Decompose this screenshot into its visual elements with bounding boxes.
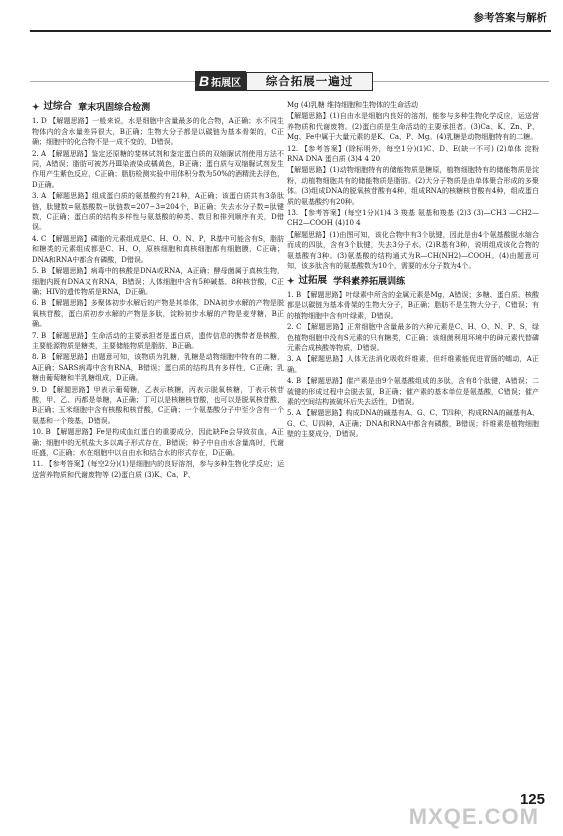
answer-item: 13. 【参考答案】(每空1分)(1)4 3 羧基 氨基和羧基 (2)3 (3)—CH3 —CH2—CH2—COOH (4)10 4 xyxy=(287,209,539,228)
answer-list-right-extension xyxy=(287,290,539,440)
answer-item: 1. B 【解题思路】叶绿素中所含的金属元素是Mg，A错误；多糖、蛋白质、核酸都是以碳链为基本骨架的生物大分子，B正确；脂肪不是生物大分子，C错误；有的植物细胞中含有叶绿素，D错误。 xyxy=(287,290,539,320)
answer-item: 7. B 【解题思路】生命活动的主要承担者是蛋白质，遗传信息的携带者是核酸，主要能源物质是糖类，主要储能物质是脂肪，B正确。 xyxy=(32,331,284,350)
section-heading-comprehensive: ✦ 过综合 章末巩固综合检测 xyxy=(32,101,151,112)
answer-item: 【解题思路】(1)动物细胞特有的储能物质是糖原，植物细胞特有的储能物质是淀粉，动植物细胞共有的储能物质是脂肪。(2)大分子物质是由单体聚合形成的多聚体。(3)组成DNA的脱氧核苷酸有4种，组成RNA的核糖核苷酸有4种，组成蛋白质的氨基酸约有20种。 xyxy=(287,166,539,206)
wing-icon: ✦ xyxy=(287,275,295,286)
answer-item: 11. 【参考答案】(每空2分)(1)是细胞内的良好溶剂，参与多种生物化学反应；运送营养物质和代谢废物等 (2)蛋白质 (3)K、Ca、P、 xyxy=(32,460,284,479)
answer-item: 2. C 【解题思路】正常细胞中含量最多的六种元素是C、H、O、N、P、S，绿色植物细胞中没有S元素的只有糖类，C正确；该细菌利用环境中的砷元素代替磷元素合成核酸等物质，D错误。 xyxy=(287,323,539,352)
answer-item: 6. B 【解题思路】多聚体初步水解后的产物是其单体，DNA初步水解的产物是脱氧核苷酸，蛋白质初步水解的产物是多肽，淀粉初步水解的产物是麦芽糖，B正确。 xyxy=(32,299,284,329)
answer-item: Mg (4)乳糖 维持细胞和生物体的生命活动 xyxy=(287,101,419,109)
running-header: 参考答案与解析 xyxy=(473,12,547,24)
answer-list-right xyxy=(287,100,539,272)
answer-item: 2. A 【解题思路】鉴定还原糖的斐林试剂和鉴定蛋白质的双缩脲试剂使用方法不同，A错误；脂肪可被苏丹Ⅲ染液染成橘黄色，B正确；蛋白质与双缩脲试剂发生作用产生紫色反应，C正确；脂肪检测实验中用体积分数为50%的酒精洗去浮色，D正确。 xyxy=(32,149,284,189)
watermark: MXQE.COM xyxy=(408,804,539,829)
answer-item: 【解题思路】(1)由图可知，该化合物中有3个肽键，因此是由4个氨基酸脱水缩合而成的四肽，含有3个肽键，失去3分子水。(2)R基有3种，说明组成该化合物的氨基酸有3种。(3)氨基酸的结构通式为R—CH(NH2)—COOH。(4)由题意可知，该多肽含有的氨基酸数为10个，需要的水分子数为4个。 xyxy=(287,230,539,271)
answer-item: 8. B 【解题思路】由题意可知，该物质为乳糖，乳糖是动物细胞中特有的二糖，A正确；SARS病毒中含有RNA，B错误；蛋白质的结构具有多样性，C正确；乳糖由葡萄糖和半乳糖组成，D正确。 xyxy=(32,353,284,383)
answer-item: 4. C 【解题思路】磷脂的元素组成是C、H、O、N、P，R基中可能含有S，脂肪和糖类的元素组成都是C、H、O，原核细胞和真核细胞都有细胞膜，C正确；DNA和RNA中都含有磷酸，D错误。 xyxy=(32,234,284,264)
section-heading-extension: ✦ 过拓展 学科素养拓展训练 xyxy=(287,274,406,286)
wing-icon: ✦ xyxy=(32,102,40,112)
answer-item: 3. A 【解题思路】组成蛋白质的氨基酸约有21种，A正确；该蛋白质共有3条肽链，肽键数=氨基酸数−肽链数=207−3=204个，B正确；失去水分子数=肽键数，C正确；蛋白质的结构多样性与氨基酸的种类、数目和排列顺序有关，D错误。 xyxy=(32,192,284,232)
right-column xyxy=(287,100,539,441)
section-banner xyxy=(195,71,373,91)
answer-item: 5. A 【解题思路】构成DNA的碱基有A、G、C、T四种，构成RNA的碱基有A、G、C、U四种，A正确；DNA和RNA中都含有磷酸，B错误；纤维素是植物细胞壁的主要成分，D错误。 xyxy=(287,409,539,439)
left-column xyxy=(32,100,284,481)
answer-item: 10. B 【解题思路】Fe是构成血红蛋白的重要成分，因此缺Fe会导致贫血，A正确；细胞中的无机盐大多以离子形式存在，B错误；种子中自由水含量高时，代谢旺盛，C正确；水在细胞中以自由水和结合水的形式存在，D正确。 xyxy=(32,428,284,457)
answer-item: 4. B 【解题思路】催产素是由9个氨基酸组成的多肽，含有8个肽键，A错误；二硫键的形成过程中会脱去氢，B正确；催产素的基本单位是氨基酸，C错误；催产素的空间结构被破坏后失去活性，D错误。 xyxy=(287,377,539,406)
answer-list-left xyxy=(32,116,284,480)
answer-item: 【解题思路】(1)自由水是细胞内良好的溶剂，能参与多种生物化学反应，运送营养物质和代谢废物。(2)蛋白质是生命活动的主要承担者。(3)Ca、K、Zn、P、Mg、Fe中属于大量元素的是K、Ca、P、Mg。(4)乳糖是动物细胞特有的二糖。 xyxy=(287,112,539,142)
answer-item: 12. 【参考答案】(除标明外，每空1分)(1)C、D、E(缺一不可) (2)单体 淀粉 RNA DNA 蛋白质 (3)4 4 20 xyxy=(287,144,539,164)
answer-item: 1. D 【解题思路】一般来说，水是细胞中含量最多的化合物，A正确；水不同生物体内的含水量差异很大，B正确；生物大分子都是以碳链为基本骨架的，C正确；细胞中的化合物不是一成不变的，D错误。 xyxy=(32,117,284,147)
banner-title: 综合拓展一遍过 xyxy=(246,72,373,91)
banner-badge: B 拓展区 xyxy=(195,71,246,91)
page-number: 125 xyxy=(519,791,545,808)
answer-item: 5. B 【解题思路】病毒中的核酸是DNA或RNA，A正确；酵母菌属于真核生物，细胞内既有DNA又有RNA，B错误；人体细胞中含有5种碱基、8种核苷酸，C正确；HIV的遗传物质是RNA，D正确。 xyxy=(32,267,284,296)
header-rule xyxy=(30,30,551,32)
answer-item: 9. D 【解题思路】甲表示葡萄糖，乙表示核糖，丙表示脱氧核糖，丁表示核苷酸，甲、乙、丙都是单糖，A正确；丁可以是核糖核苷酸，也可以是脱氧核苷酸，B正确；玉米细胞中含有核酸和核苷酸，C正确；一个氨基酸分子中至少含有一个氨基和一个羧基，D错误。 xyxy=(32,385,284,425)
answer-item: 3. A 【解题思路】人体无法消化吸收纤维素，但纤维素能促进胃肠的蠕动，A正确。 xyxy=(287,355,539,374)
